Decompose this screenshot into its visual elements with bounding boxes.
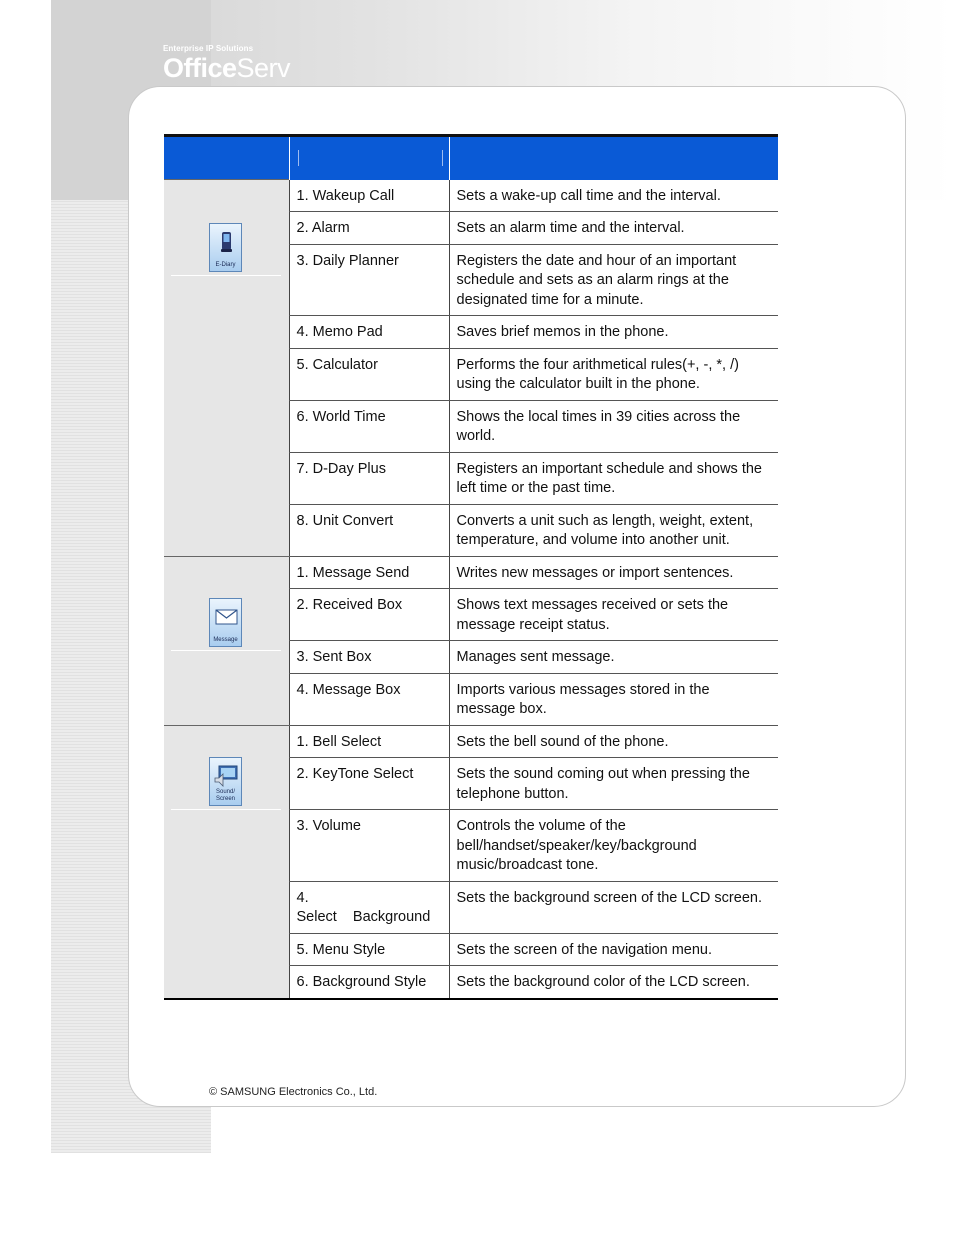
menu-description-cell: Sets an alarm time and the interval. [449, 212, 778, 245]
logo-name-regular: Serv [236, 53, 291, 83]
officeserv-logo [163, 44, 290, 82]
menu-name-cell: 6. World Time [289, 400, 449, 452]
menu-description-cell: Saves brief memos in the phone. [449, 316, 778, 349]
menu-description-cell: Sets the background screen of the LCD screen. [449, 881, 778, 933]
e-diary-icon [209, 223, 242, 272]
menu-name-cell: 1. Bell Select [289, 725, 449, 758]
menu-name-cell: 1. Message Send [289, 556, 449, 589]
message-icon [209, 598, 242, 647]
table-row [164, 556, 778, 589]
menu-name-cell: 3. Sent Box [289, 641, 449, 674]
menu-description-cell: Imports various messages stored in the message box. [449, 673, 778, 725]
header-cell-category [164, 136, 289, 180]
menu-description-cell: Writes new messages or import sentences. [449, 556, 778, 589]
category-cell [164, 556, 289, 725]
logo-name-bold: Office [163, 53, 237, 83]
menu-description-cell: Performs the four arithmetical rules(+, -, *, /) using the calculator built in the phone. [449, 348, 778, 400]
category-cell [164, 725, 289, 999]
menu-description-cell: Sets the sound coming out when pressing the telephone button. [449, 758, 778, 810]
menu-name-cell: 8. Unit Convert [289, 504, 449, 556]
menu-name-cell: 4. Message Box [289, 673, 449, 725]
menu-name-cell: 3. Volume [289, 810, 449, 882]
menu-description-cell: Controls the volume of the bell/handset/speaker/key/background music/broadcast tone. [449, 810, 778, 882]
menu-description-cell: Registers an important schedule and shows the left time or the past time. [449, 452, 778, 504]
logo-wordmark [163, 54, 290, 82]
table-row [164, 725, 778, 758]
header-cell-description [449, 136, 778, 180]
table-body [164, 180, 778, 999]
menu-description-cell: Sets the screen of the navigation menu. [449, 933, 778, 966]
copyright-footer: © SAMSUNG Electronics Co., Ltd. [209, 1086, 378, 1098]
menu-description-cell: Converts a unit such as length, weight, extent, temperature, and volume into another unit. [449, 504, 778, 556]
icon-label: E-Diary [215, 262, 236, 268]
menu-name-cell: 3. Daily Planner [289, 244, 449, 316]
category-cell [164, 180, 289, 557]
sound-screen-icon [209, 757, 242, 806]
menu-name-cell: 5. Menu Style [289, 933, 449, 966]
menu-name-cell: 4. Select Background [289, 881, 449, 933]
header-cell-menu [289, 136, 449, 180]
menu-description-cell: Sets the bell sound of the phone. [449, 725, 778, 758]
icon-label: Message [213, 636, 238, 643]
menu-name-cell: 2. KeyTone Select [289, 758, 449, 810]
menu-name-cell: 2. Received Box [289, 589, 449, 641]
menu-name-cell: 2. Alarm [289, 212, 449, 245]
menu-description-cell: Manages sent message. [449, 641, 778, 674]
menu-description-cell: Sets the background color of the LCD screen. [449, 966, 778, 999]
menu-name-cell: 5. Calculator [289, 348, 449, 400]
menu-description-cell: Sets a wake-up call time and the interval. [449, 180, 778, 212]
menu-description-cell: Registers the date and hour of an important schedule and sets as an alarm rings at the designated time for a minute. [449, 244, 778, 316]
logo-tagline: Enterprise IP Solutions [163, 44, 254, 53]
menu-name-cell: 6. Background Style [289, 966, 449, 999]
menu-description-cell: Shows the local times in 39 cities across the world. [449, 400, 778, 452]
table-header-row [164, 136, 778, 180]
feature-table [164, 134, 778, 1000]
menu-description-cell: Shows text messages received or sets the message receipt status. [449, 589, 778, 641]
menu-name-cell: 4. Memo Pad [289, 316, 449, 349]
menu-name-cell: 7. D-Day Plus [289, 452, 449, 504]
table-row [164, 180, 778, 212]
menu-name-cell: 1. Wakeup Call [289, 180, 449, 212]
icon-label: Sound/ Screen [215, 788, 236, 802]
